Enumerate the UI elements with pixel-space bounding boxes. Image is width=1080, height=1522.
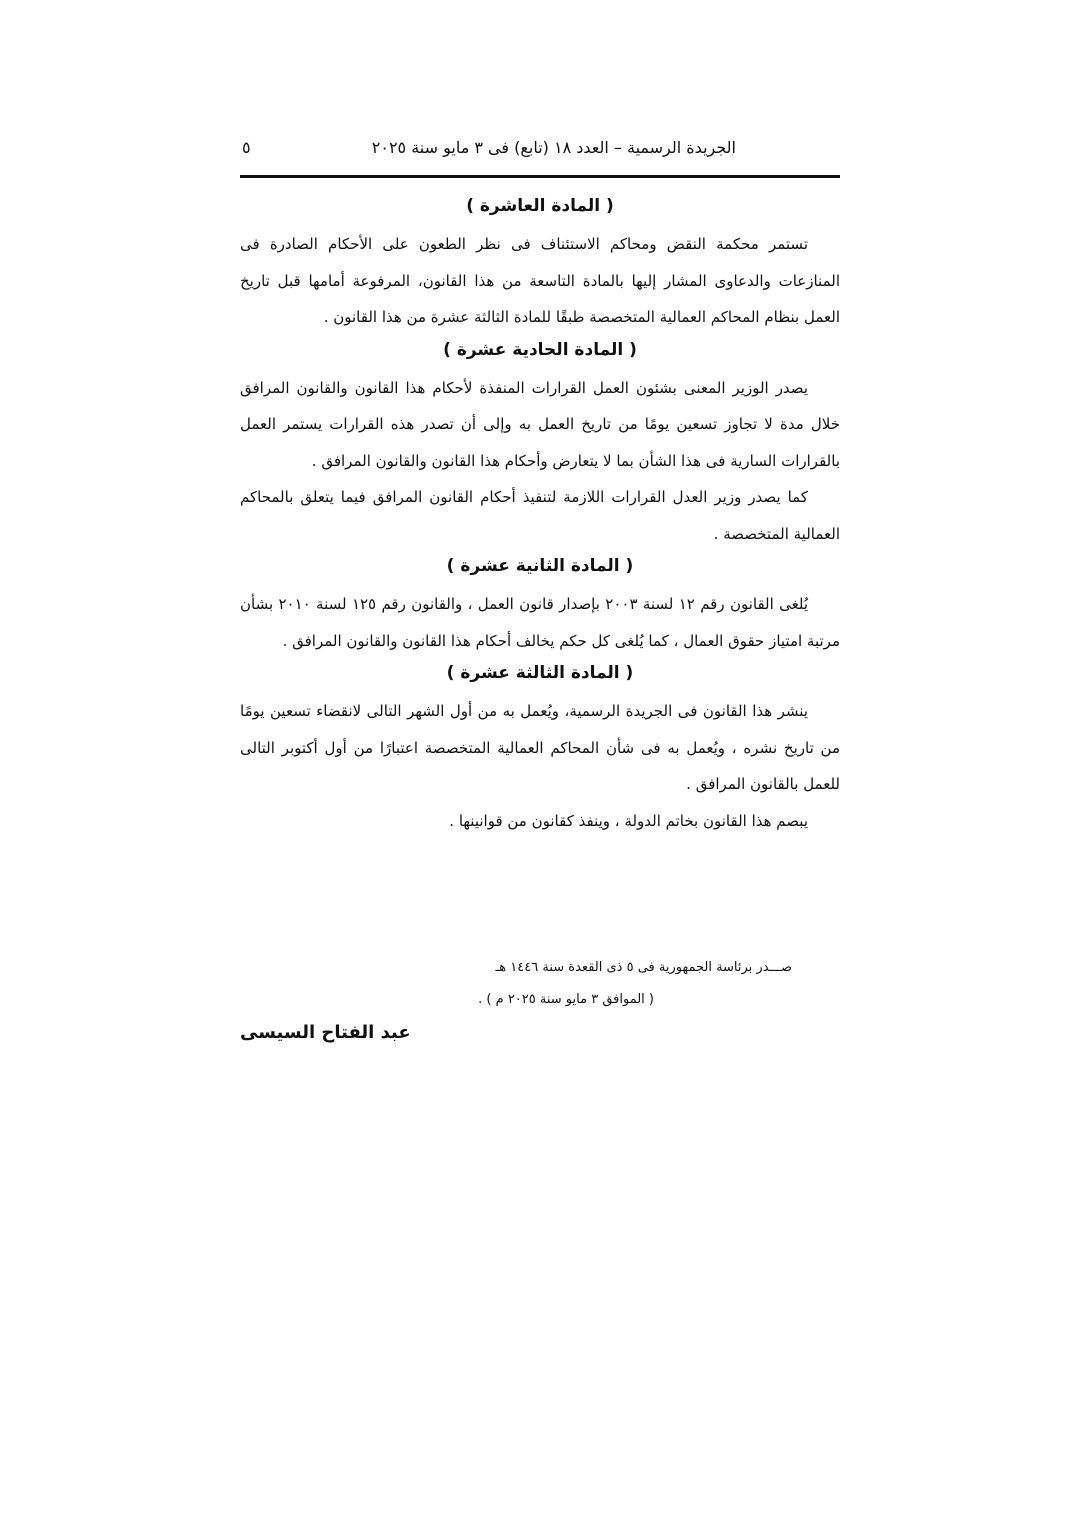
article-13 (240, 659, 840, 839)
signature: عبد الفتاح السيسى (240, 1022, 411, 1043)
article-11 (240, 336, 840, 553)
article-10 (240, 192, 840, 336)
article-heading: ( المادة الثانية عشرة ) (446, 556, 634, 576)
header-rule (240, 175, 840, 178)
article-paragraph: تستمر محكمة النقض ومحاكم الاستئناف فى نظر الطعون على الأحكام الصادرة فى المنازعات والدعاوى المشار إليها بالمادة التاسعة من هذا القانون، المرفوعة أمامها قبل تاريخ العمل بنظام المحاكم العمالية المتخصصة طبقًا للمادة الثالثة عشرة من هذا القانون . (240, 235, 840, 326)
articles-body (240, 192, 840, 839)
issued-at: صـــدر برئاسة الجمهورية فى ٥ ذى القعدة سنة ١٤٤٦ هـ (495, 960, 792, 975)
page-number: ٥ (242, 138, 251, 157)
article-paragraph: يصدر الوزير المعنى بشئون العمل القرارات المنفذة لأحكام هذا القانون والقانون المرافق خلال مدة لا تجاوز تسعين يومًا من تاريخ العمل به وإلى أن تصدر هذه القرارات يستمر العمل بالقرارات السارية فى هذا الشأن بما لا يتعارض وأحكام هذا القانون والقانون المرافق . (240, 378, 840, 470)
header-title: الجريدة الرسمية – العدد ١٨ (تابع) فى ٣ مايو سنة ٢٠٢٥ (371, 138, 736, 157)
issuance-block (240, 952, 840, 1016)
article-heading: ( المادة العاشرة ) (466, 196, 614, 216)
article-heading: ( المادة الحادية عشرة ) (443, 339, 637, 360)
article-paragraph: يبصم هذا القانون بخاتم الدولة ، وينفذ كقانون من قوانينها . (449, 811, 808, 830)
gregorian-date: ( الموافق ٣ مايو سنة ٢٠٢٥ م ) . (478, 992, 654, 1007)
page-header (240, 136, 840, 166)
article-heading: ( المادة الثالثة عشرة ) (446, 663, 634, 683)
article-paragraph: كما يصدر وزير العدل القرارات اللازمة لتنفيذ أحكام القانون المرافق فيما يتعلق بالمحاكم العمالية المتخصصة . (240, 488, 840, 543)
article-12 (240, 552, 840, 659)
article-paragraph: يُلغى القانون رقم ١٢ لسنة ٢٠٠٣ بإصدار قانون العمل ، والقانون رقم ١٢٥ لسنة ٢٠١٠ بشأن مرتبة امتياز حقوق العمال ، كما يُلغى كل حكم يخالف أحكام هذا القانون والقانون المرافق . (240, 595, 840, 650)
article-paragraph: ينشر هذا القانون فى الجريدة الرسمية، ويُعمل به من أول الشهر التالى لانقضاء تسعين يومًا من تاريخ نشره ، ويُعمل به فى شأن المحاكم العمالية المتخصصة اعتبارًا من أول أكتوبر التالى للعمل بالقانون المرافق . (240, 702, 840, 793)
